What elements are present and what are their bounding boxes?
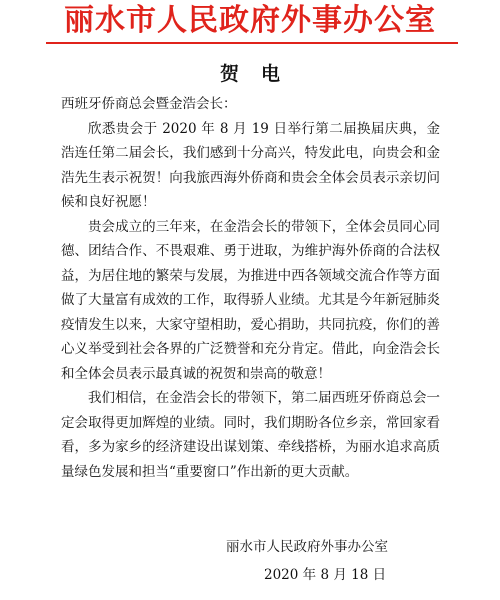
signature-date: 2020 年 8 月 18 日 xyxy=(264,567,387,583)
signature-org: 丽水市人民政府外事办公室 xyxy=(226,539,388,555)
paragraph-3: 我们相信，在金浩会长的带领下，第二届西班牙侨商总会一定会取得更加辉煌的业绩。同时，我们期盼各位乡亲，常回家看看，多为家乡的经济建设出谋划策、牵线搭桥，为丽水追求高质量绿色发展和担当“重要窗口”作出新的更大贡献。 xyxy=(61,390,440,480)
letterhead-title: 丽水市人民政府外事办公室 xyxy=(64,3,436,38)
letter-body xyxy=(61,92,440,484)
document-title: 贺电 xyxy=(219,63,302,85)
letterhead-divider xyxy=(46,42,458,44)
paragraph-1: 欣悉贵会于 2020 年 8 月 19 日举行第二届换届庆典，金浩连任第二届会长，我们感到十分高兴，特发此电，向贵会和金浩先生表示祝贺！向我旅西海外侨商和贵会全体会员表示亲切问候和良好祝愿！ xyxy=(61,120,440,210)
salutation: 西班牙侨商总会暨金浩会长： xyxy=(61,96,237,112)
paragraph-2: 贵会成立的三年来，在金浩会长的带领下，全体会员同心同德、团结合作、不畏艰难、勇于进取，为维护海外侨商的合法权益，为居住地的繁荣与发展，为推进中西各领域交流合作等方面做了大量富有成效的工作，取得骄人业绩。尤其是今年新冠肺炎疫情发生以来，大家守望相助，爱心捐助，共同抗疫，你们的善心义举受到社会各界的广泛赞誉和充分肯定。借此，向金浩会长和全体会员表示最真诚的祝贺和崇高的敬意！ xyxy=(61,218,440,382)
